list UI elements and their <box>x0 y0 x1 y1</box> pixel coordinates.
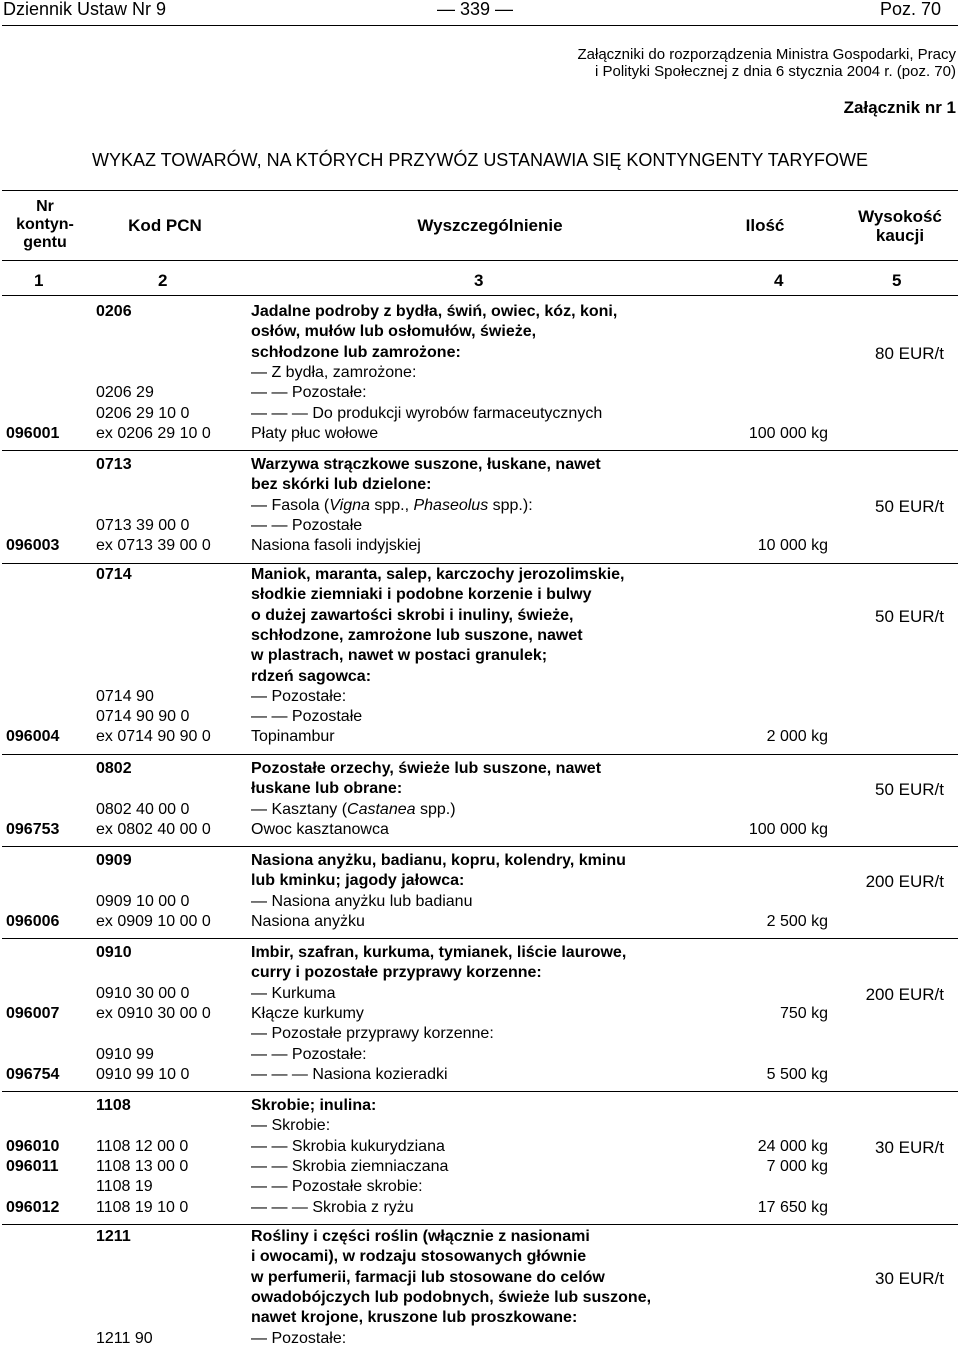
description-line: Nasiona fasoli indyjskiej <box>251 537 421 555</box>
description-line: o dużej zawartości skrobi i inuliny, świeże, <box>251 606 574 624</box>
pcn-code: ex 0206 29 10 0 <box>96 424 211 442</box>
description-line: łuskane lub obrane: <box>251 780 403 798</box>
description-line: — Kasztany (Castanea spp.) <box>251 800 456 818</box>
pcn-code: 0910 30 00 0 <box>96 984 190 1002</box>
pcn-code: 0802 40 00 0 <box>96 800 190 818</box>
description-line: — Kurkuma <box>251 984 336 1002</box>
section-rule <box>2 846 958 847</box>
description-line: — Nasiona anyżku lub badianu <box>251 892 473 910</box>
section-rule <box>2 754 958 755</box>
description-line: Pozostałe orzechy, świeże lub suszone, nawet <box>251 760 602 777</box>
pcn-code: 0909 <box>96 852 132 869</box>
pcn-code: 0802 <box>96 760 132 777</box>
pcn-code: 0206 29 <box>96 384 154 402</box>
quantity-value: 2 500 kg <box>766 912 828 930</box>
col-number-2: 2 <box>158 271 168 290</box>
description-line: — Pozostałe przyprawy korzenne: <box>251 1025 494 1043</box>
deposit-value: 200 EUR/t <box>865 872 944 892</box>
deposit-value: 50 EUR/t <box>875 606 944 626</box>
header-separator <box>2 260 958 261</box>
description-line: Nasiona anyżku <box>251 912 365 930</box>
pcn-code: 0713 <box>96 456 132 473</box>
description-line: — Z bydła, zamrożone: <box>251 363 417 381</box>
deposit-value: 30 EUR/t <box>875 1268 944 1288</box>
page-number: — 339 — <box>437 0 514 19</box>
pcn-code: 1108 19 10 0 <box>96 1198 189 1216</box>
deposit-value: 80 EUR/t <box>875 343 944 363</box>
quantity-value: 7 000 kg <box>766 1157 828 1175</box>
description-line: i owocami), w rodzaju stosowanych głównie <box>251 1248 587 1266</box>
pcn-code: 0910 <box>96 944 132 961</box>
col-number-5: 5 <box>892 271 902 290</box>
description-line: Imbir, szafran, kurkuma, tymianek, liście laurowe, <box>251 944 627 961</box>
col-number-4: 4 <box>774 271 784 290</box>
description-line: — — Pozostałe: <box>251 1045 367 1063</box>
description-line: bez skórki lub dzielone: <box>251 476 432 494</box>
description-line: — — — Do produkcji wyrobów farmaceutycznych <box>251 404 603 422</box>
description-line: schłodzone, zamrożone lub suszone, nawet <box>251 626 583 644</box>
description-line: Płaty płuc wołowe <box>251 424 379 442</box>
description-line: — Pozostałe: <box>251 1329 347 1347</box>
col-number-3: 3 <box>474 271 484 290</box>
pcn-code: 1211 90 <box>96 1329 153 1347</box>
attachment-note-line2: i Polityki Społecznej z dnia 6 stycznia 2004 r. (poz. 70) <box>594 63 956 80</box>
quantity-value: 10 000 kg <box>757 537 828 555</box>
description-line: — Skrobie: <box>251 1117 331 1135</box>
description-line: Maniok, maranta, salep, karczochy jerozolimskie, <box>251 566 625 583</box>
pcn-code: 1211 <box>96 1228 131 1245</box>
description-line: Owoc kasztanowca <box>251 820 389 838</box>
pcn-code: 0713 39 00 0 <box>96 516 190 534</box>
description-line: lub kminku; jagody jałowca: <box>251 872 465 890</box>
quota-number: 096011 <box>6 1157 59 1175</box>
description-line: Rośliny i części roślin (włącznie z nasionami <box>251 1228 590 1245</box>
pcn-code: 0714 <box>96 566 132 583</box>
pcn-code: 0206 29 10 0 <box>96 404 190 422</box>
description-line: — — — Nasiona kozieradki <box>251 1065 448 1083</box>
description-line: — — Pozostałe <box>251 516 363 534</box>
quota-number: 096003 <box>6 537 60 555</box>
description-line: schłodzone lub zamrożone: <box>251 343 461 361</box>
deposit-value: 200 EUR/t <box>865 984 944 1004</box>
pcn-code: ex 0713 39 00 0 <box>96 537 211 555</box>
description-line: Jadalne podroby z bydła, świń, owiec, kóz, koni, <box>251 303 618 320</box>
deposit-value: 50 EUR/t <box>875 496 944 516</box>
pcn-code: ex 0714 90 90 0 <box>96 728 211 746</box>
pcn-code: ex 0910 30 00 0 <box>96 1004 211 1022</box>
pcn-code: 0910 99 10 0 <box>96 1065 190 1083</box>
description-line: — — Pozostałe <box>251 708 363 726</box>
description-line: słodkie ziemniaki i podobne korzenie i bulwy <box>251 586 592 604</box>
pcn-code: 0910 99 <box>96 1045 154 1063</box>
description-line: — — Skrobia ziemniaczana <box>251 1157 449 1175</box>
quota-number: 096006 <box>6 912 60 930</box>
table-top-rule <box>2 190 958 191</box>
section-rule <box>2 450 958 451</box>
deposit-value: 50 EUR/t <box>875 780 944 800</box>
section-rule <box>2 938 958 939</box>
quota-number: 096007 <box>6 1004 60 1022</box>
description-line: — — Pozostałe skrobie: <box>251 1178 423 1196</box>
pcn-code: 1108 19 <box>96 1178 153 1196</box>
attachment-note-line1: Załączniki do rozporządzenia Ministra Gospodarki, Pracy <box>577 46 956 63</box>
col-header-nr: Nr kontyn- gentu <box>16 198 74 251</box>
quantity-value: 100 000 kg <box>748 424 828 442</box>
description-line: osłów, mułów lub osłomułów, świeże, <box>251 323 537 341</box>
description-line: — — — Skrobia z ryżu <box>251 1198 414 1216</box>
description-line: — Fasola (Vigna spp., Phaseolus spp.): <box>251 496 533 514</box>
numbers-separator <box>2 295 958 296</box>
quantity-value: 5 500 kg <box>766 1065 828 1083</box>
col-header-opis: Wyszczególnienie <box>417 216 563 235</box>
quota-number: 096010 <box>6 1137 60 1155</box>
col-number-1: 1 <box>34 271 44 290</box>
pcn-code: ex 0802 40 00 0 <box>96 820 211 838</box>
pcn-code: 1108 12 00 0 <box>96 1137 189 1155</box>
journal-name: Dziennik Ustaw Nr 9 <box>3 0 167 19</box>
document-title: WYKAZ TOWARÓW, NA KTÓRYCH PRZYWÓZ USTANAWIA SIĘ KONTYNGENTY TARYFOWE <box>91 150 869 170</box>
col-header-kaucja: Wysokość kaucji <box>858 207 942 245</box>
description-line: nawet krojone, kruszone lub proszkowane: <box>251 1309 578 1327</box>
description-line: — — Skrobia kukurydziana <box>251 1137 445 1155</box>
description-line: w perfumerii, farmacji lub stosowane do celów <box>251 1268 605 1286</box>
section-rule <box>2 563 958 564</box>
description-line: owadobójczych lub podobnych, świeże lub suszone, <box>251 1288 652 1306</box>
header-rule <box>2 25 958 26</box>
pcn-code: 0206 <box>96 303 132 320</box>
section-rule <box>2 1091 958 1092</box>
description-line: curry i pozostałe przyprawy korzenne: <box>251 964 542 982</box>
pcn-code: 0714 90 90 0 <box>96 708 190 726</box>
description-line: — — Pozostałe: <box>251 384 367 402</box>
quota-number: 096001 <box>6 424 60 442</box>
quantity-value: 2 000 kg <box>766 728 828 746</box>
position-number: Poz. 70 <box>880 0 942 19</box>
quota-number: 096753 <box>6 820 60 838</box>
description-line: Kłącze kurkumy <box>251 1004 364 1022</box>
deposit-value: 30 EUR/t <box>875 1137 944 1157</box>
quota-number: 096754 <box>6 1065 60 1083</box>
description-line: Skrobie; inulina: <box>251 1097 377 1114</box>
description-line: rdzeń sagowca: <box>251 667 372 685</box>
pcn-code: 1108 <box>96 1097 131 1114</box>
section-rule <box>2 1224 958 1225</box>
description-line: Warzywa strączkowe suszone, łuskane, nawet <box>251 456 601 473</box>
col-header-ilosc: Ilość <box>745 216 785 235</box>
quantity-value: 750 kg <box>779 1004 828 1022</box>
quantity-value: 17 650 kg <box>757 1198 828 1216</box>
pcn-code: 0909 10 00 0 <box>96 892 190 910</box>
quantity-value: 24 000 kg <box>757 1137 828 1155</box>
description-line: w plastrach, nawet w postaci granulek; <box>251 647 548 665</box>
description-line: — Pozostałe: <box>251 687 347 705</box>
pcn-code: ex 0909 10 00 0 <box>96 912 211 930</box>
quota-number: 096012 <box>6 1198 60 1216</box>
description-line: Topinambur <box>251 728 335 746</box>
description-line: Nasiona anyżku, badianu, kopru, kolendry, kminu <box>251 852 626 869</box>
quota-number: 096004 <box>6 728 60 746</box>
quantity-value: 100 000 kg <box>748 820 828 838</box>
pcn-code: 1108 13 00 0 <box>96 1157 189 1175</box>
pcn-code: 0714 90 <box>96 687 154 705</box>
annex-label: Załącznik nr 1 <box>843 98 956 117</box>
col-header-kod: Kod PCN <box>128 216 202 235</box>
